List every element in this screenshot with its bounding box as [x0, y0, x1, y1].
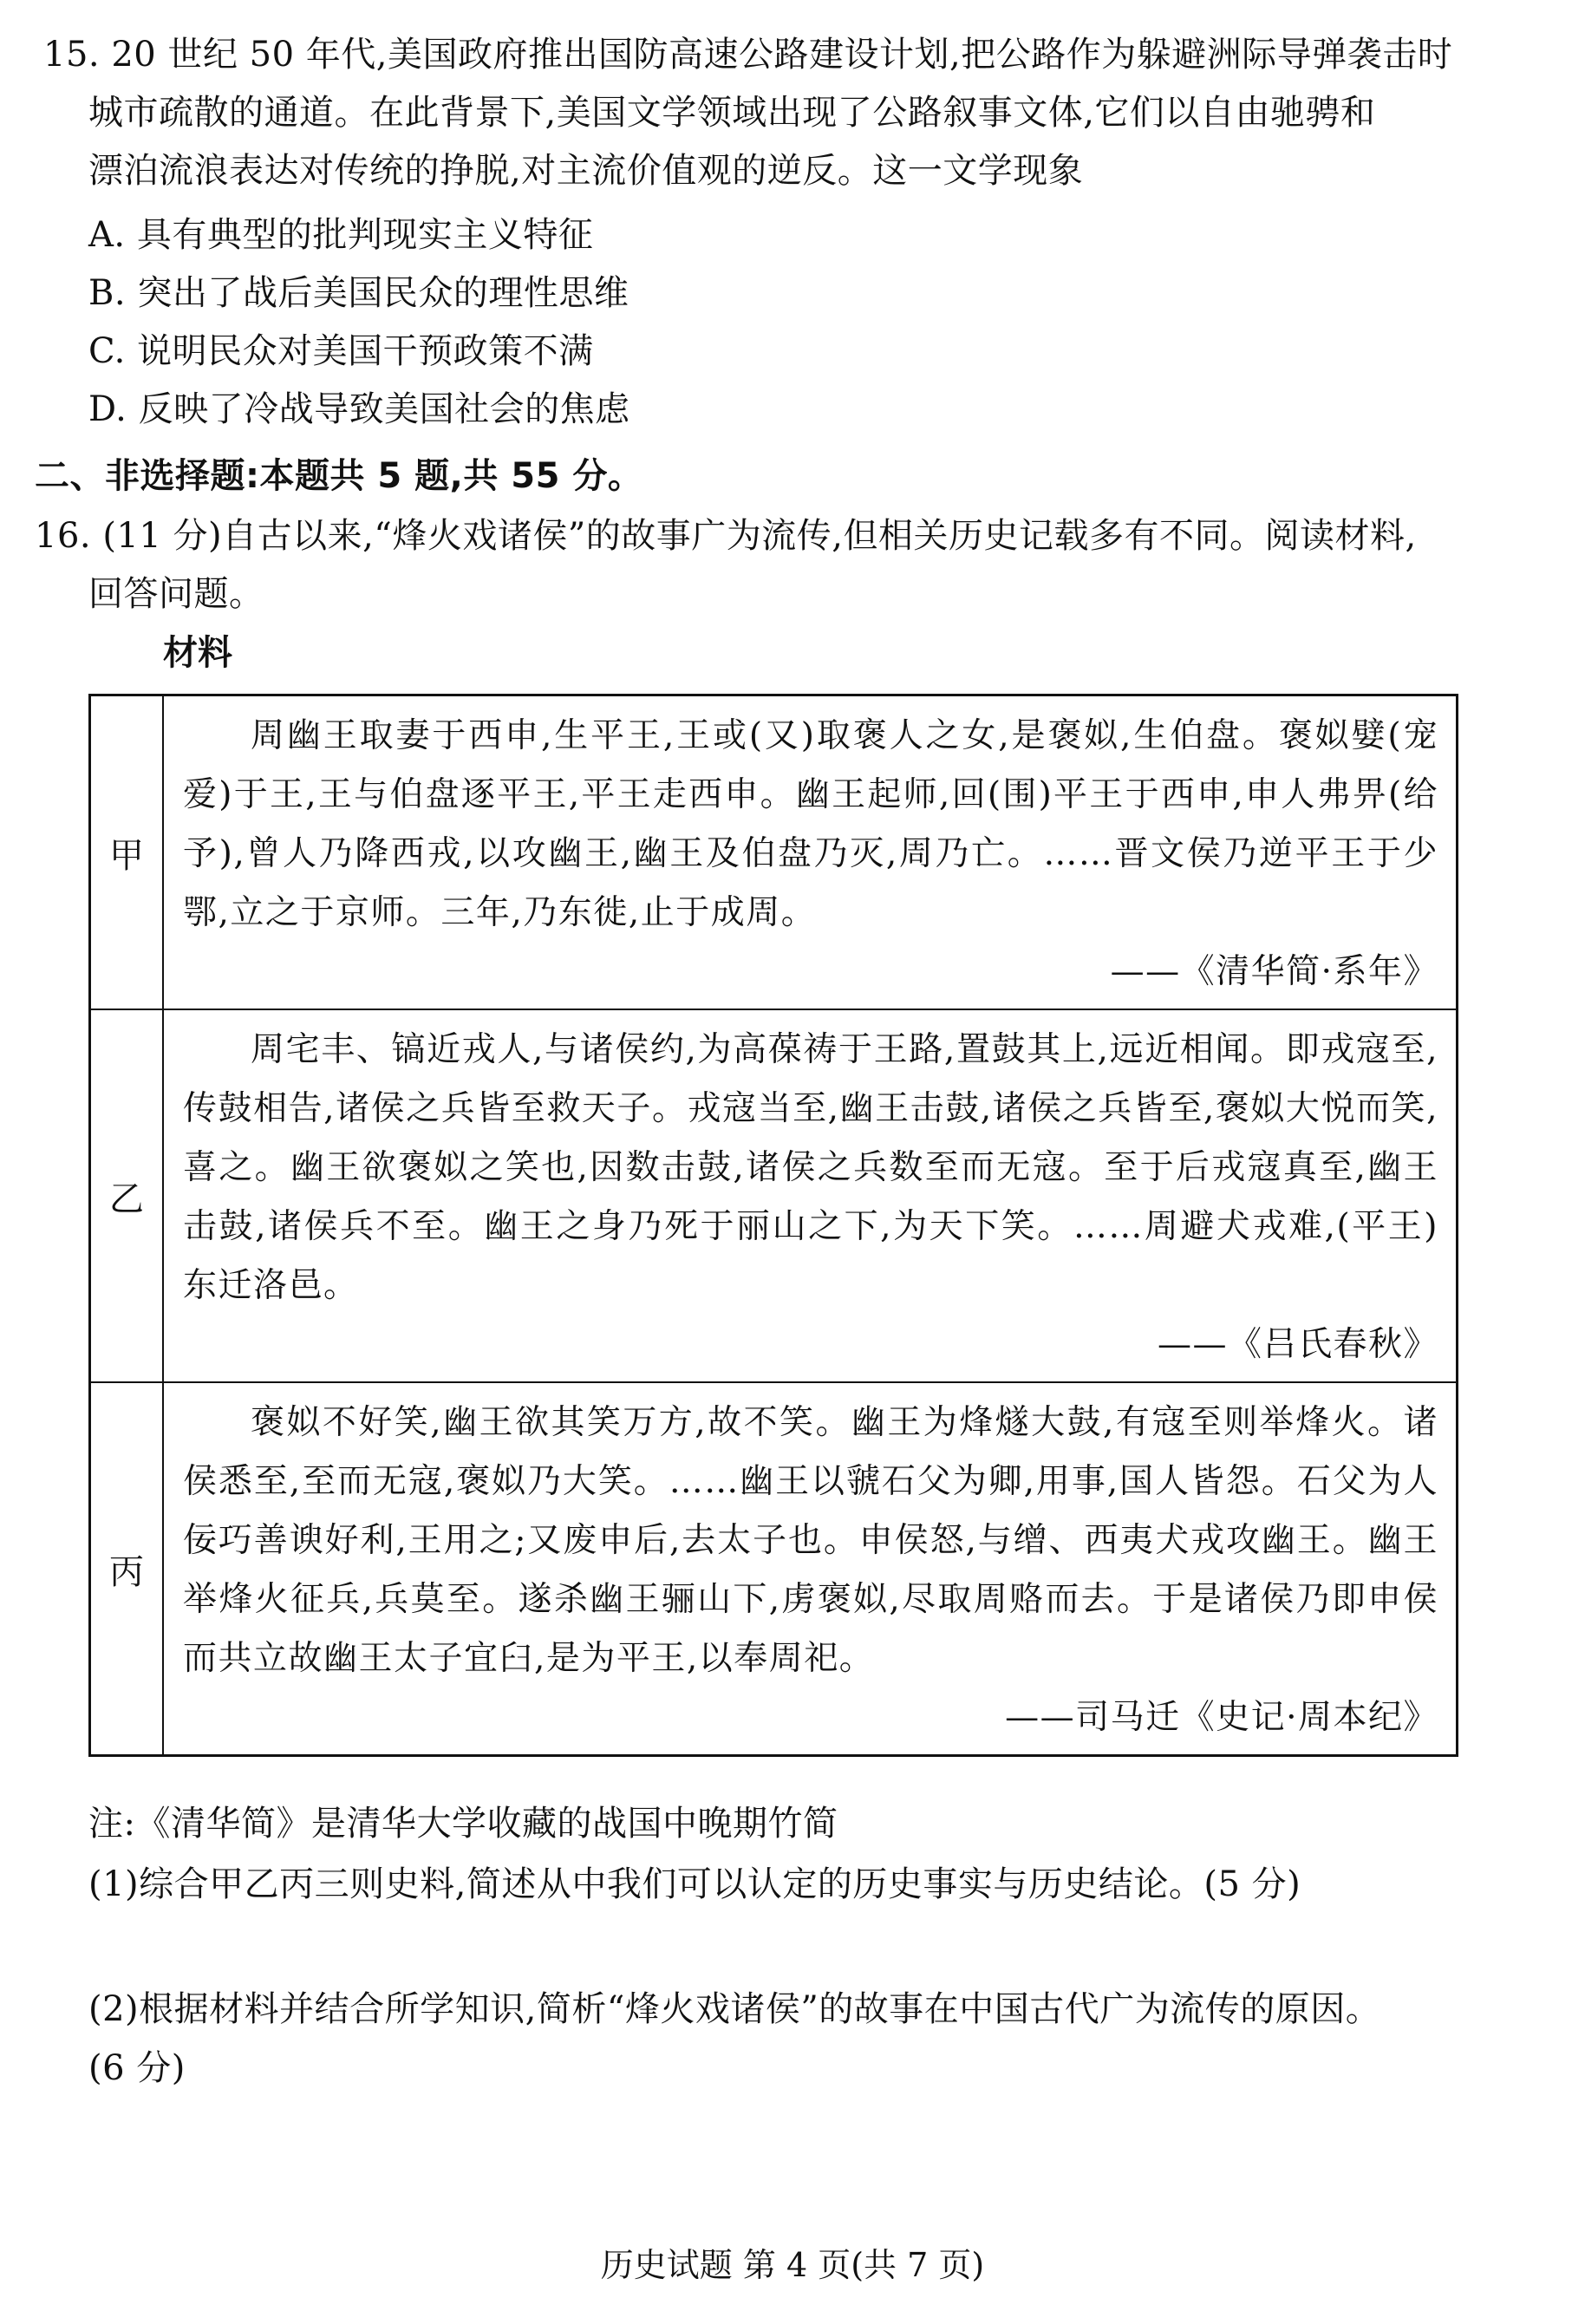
q16-sub-question-2-line-2: (6 分) — [88, 2048, 186, 2088]
material-row-content — [163, 695, 1458, 1010]
material-text: 褒姒不好笑,幽王欲其笑万方,故不笑。幽王为烽燧大鼓,有寇至则举烽火。诸侯悉至,至而无寇,褒姒乃大笑。……幽王以虢石父为卿,用事,国人皆怨。石父为人佞巧善谀好利,王用之;又废申后,去太子也。申侯怒,与缯、西夷犬戎攻幽王。幽王举烽火征兵,兵莫至。遂杀幽王骊山下,虏褒姒,尽取周赂而去。于是诸侯乃即申侯而共立故幽王太子宜臼,是为平王,以奉周祀。 — [183, 1403, 1438, 1678]
q16-stem-line-2: 回答问题。 — [88, 574, 264, 614]
material-text: 周幽王取妻于西申,生平王,王或(又)取褒人之女,是褒姒,生伯盘。褒姒嬖(宠爱)于王,王与伯盘逐平王,平王走西申。幽王起师,回(围)平王于西申,申人弗畀(给予),曾人乃降西戎,以攻幽王,幽王及伯盘乃灭,周乃亡。……晋文侯乃逆平王于少鄂,立之于京师。三年,乃东徙,止于成周。 — [183, 716, 1438, 932]
material-row-content — [163, 1009, 1458, 1382]
q15-stem-line-3: 漂泊流浪表达对传统的挣脱,对主流价值观的逆反。这一文学现象 — [88, 151, 1084, 191]
q16-stem-line-1: 16. (11 分)自古以来,“烽火戏诸侯”的故事广为流传,但相关历史记载多有不同。阅读材料, — [35, 516, 1417, 556]
q15-option-d: D. 反映了冷战导致美国社会的焦虑 — [88, 389, 630, 429]
q15-option-b: B. 突出了战后美国民众的理性思维 — [88, 273, 629, 313]
material-row-label: 丙 — [90, 1382, 164, 1756]
page-footer: 历史试题 第 4 页(共 7 页) — [600, 2246, 985, 2284]
material-row-label: 乙 — [90, 1009, 164, 1382]
material-row-bing — [90, 1382, 1458, 1756]
q15-stem-line-2: 城市疏散的通道。在此背景下,美国文学领域出现了公路叙事文体,它们以自由驰骋和 — [88, 93, 1376, 133]
q15-stem-line-1: 15. 20 世纪 50 年代,美国政府推出国防高速公路建设计划,把公路作为躲避洲际导弹袭击时 — [43, 35, 1453, 75]
material-note: 注:《清华简》是清华大学收藏的战国中晚期竹简 — [88, 1804, 838, 1844]
material-row-label: 甲 — [90, 695, 164, 1010]
q15-option-a: A. 具有典型的批判现实主义特征 — [88, 215, 594, 255]
material-source: ——司马迁《史记·周本纪》 — [1005, 1698, 1438, 1737]
material-row-yi — [90, 1009, 1458, 1382]
q16-sub-question-2-line-1: (2)根据材料并结合所学知识,简析“烽火戏诸侯”的故事在中国古代广为流传的原因。 — [88, 1989, 1381, 2029]
material-text: 周宅丰、镐近戎人,与诸侯约,为高葆祷于王路,置鼓其上,远近相闻。即戎寇至,传鼓相告,诸侯之兵皆至救天子。戎寇当至,幽王击鼓,诸侯之兵皆至,褒姒大悦而笑,喜之。幽王欲褒姒之笑也,因数击鼓,诸侯之兵数至而无寇。至于后戎寇真至,幽王击鼓,诸侯兵不至。幽王之身乃死于丽山之下,为天下笑。……周避犬戎难,(平王)东迁洛邑。 — [183, 1030, 1438, 1305]
material-row-content — [163, 1382, 1458, 1756]
q16-sub-question-1: (1)综合甲乙丙三则史料,简述从中我们可以认定的历史事实与历史结论。(5 分) — [88, 1864, 1301, 1904]
material-label: 材料 — [163, 633, 232, 673]
section2-title: 二、非选择题:本题共 5 题,共 55 分。 — [35, 456, 643, 496]
material-row-jia — [90, 695, 1458, 1010]
material-source: ——《吕氏春秋》 — [1157, 1325, 1438, 1364]
q15-option-c: C. 说明民众对美国干预政策不满 — [88, 331, 594, 371]
material-source: ——《清华简·系年》 — [1110, 952, 1438, 991]
materials-table — [88, 694, 1458, 1757]
